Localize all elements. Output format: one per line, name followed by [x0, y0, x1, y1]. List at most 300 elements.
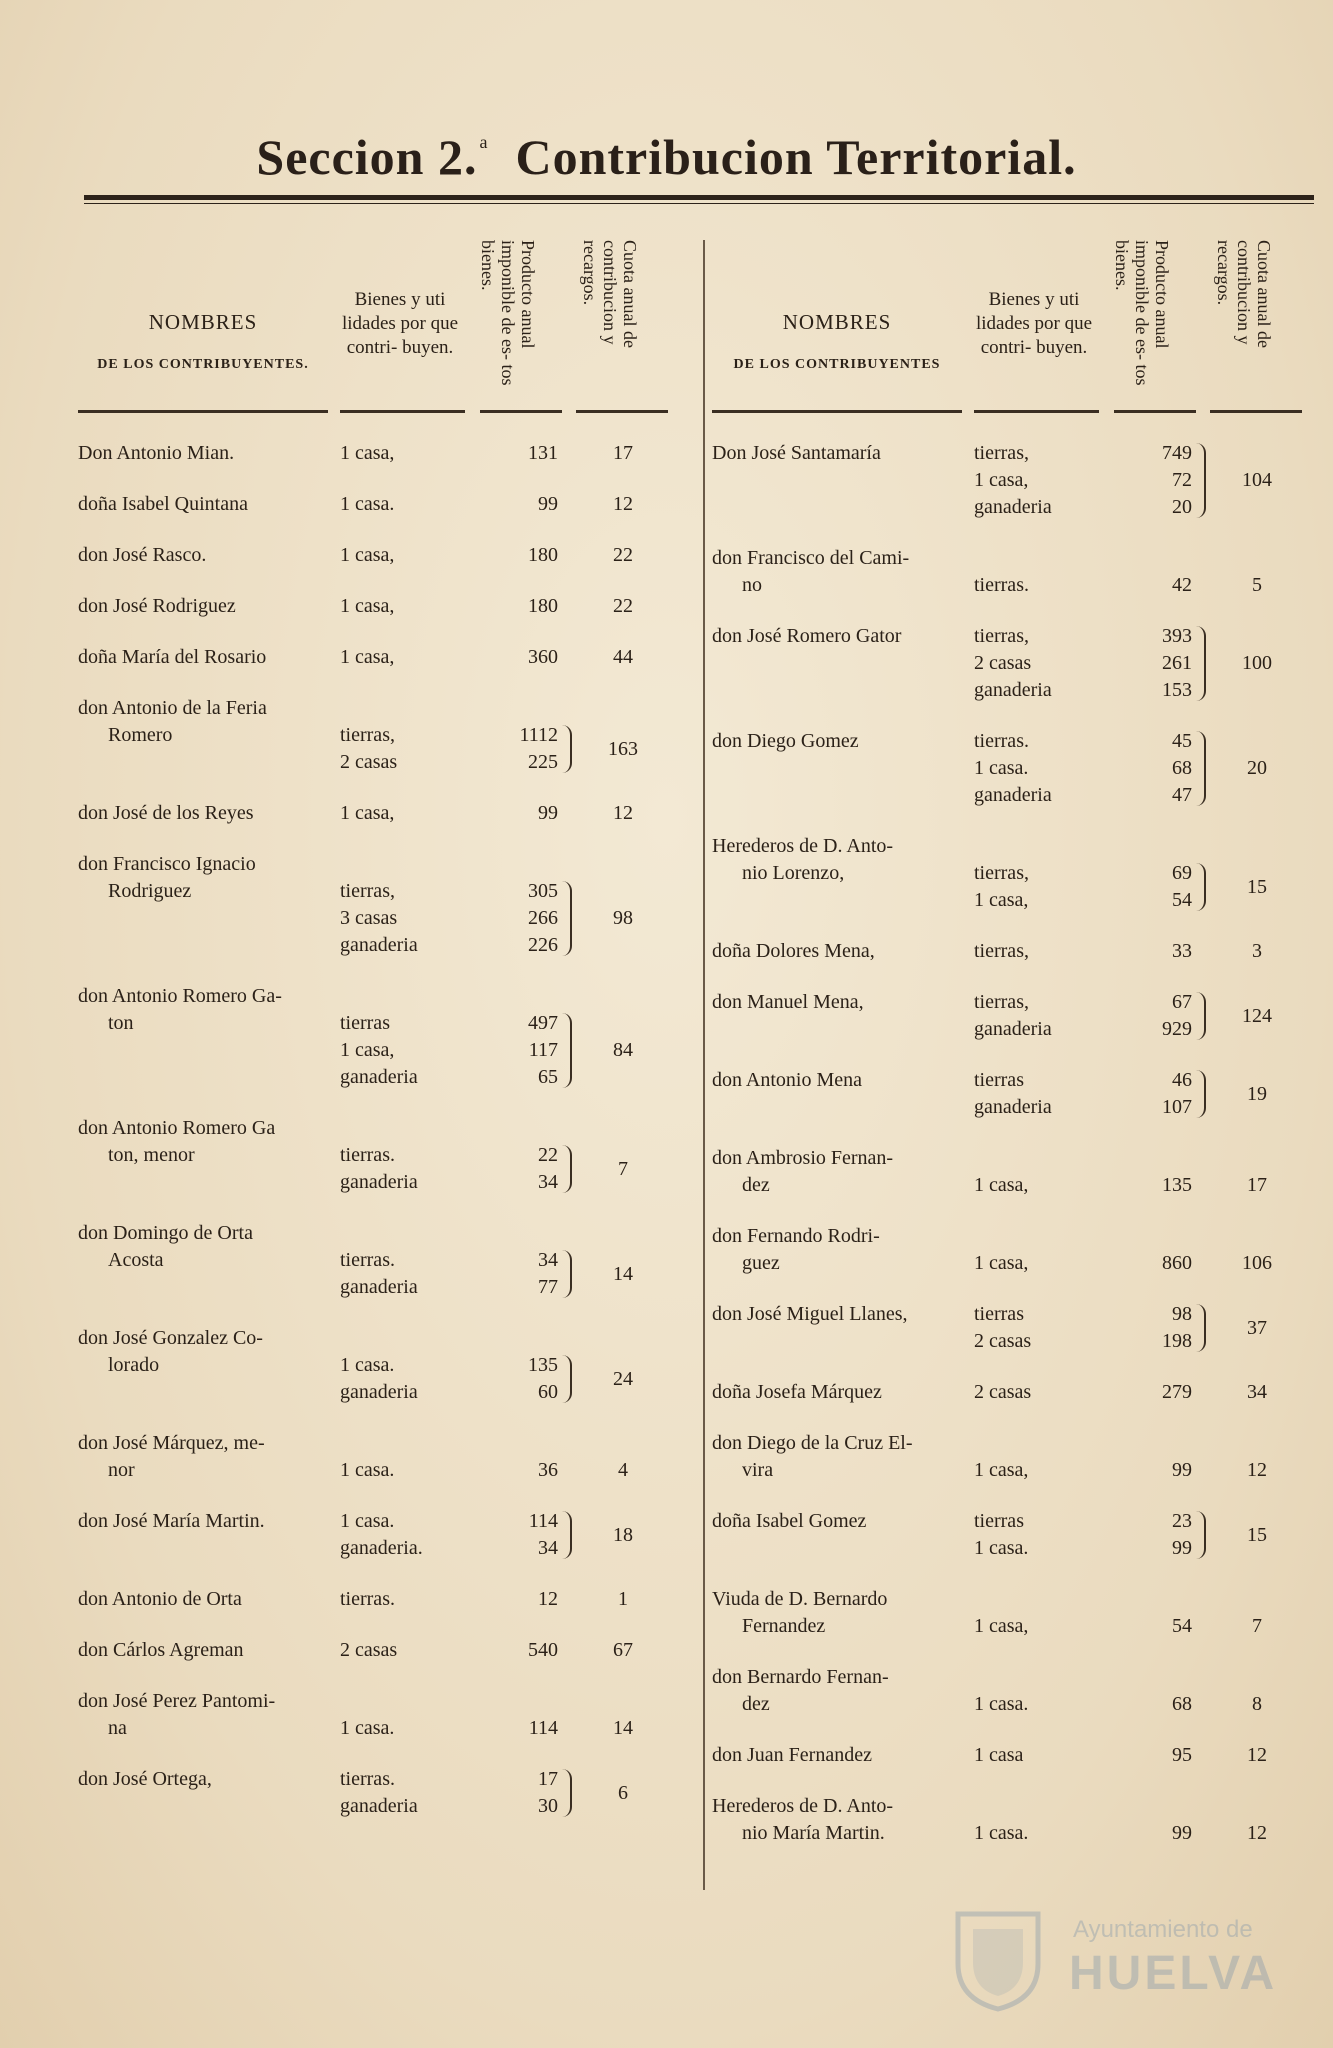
producto-value: 99 — [538, 493, 558, 515]
cuota-value: 14 — [613, 1717, 633, 1739]
name-line: don Antonio de la Feria — [78, 697, 267, 719]
producto-value: 72 — [1172, 469, 1192, 491]
bienes-list — [340, 1352, 475, 1406]
producto-values — [478, 1637, 558, 1664]
bienes-list — [340, 1715, 475, 1742]
cuota-value: 7 — [618, 1157, 628, 1180]
name-line: lorado — [108, 1354, 160, 1376]
bienes-list — [340, 644, 475, 671]
bien-item: tierras, — [974, 862, 1029, 884]
producto-value: 279 — [1162, 1381, 1192, 1403]
bien-item: 1 casa, — [340, 1039, 395, 1061]
producto-values — [478, 644, 558, 671]
contribuyente-name — [712, 938, 982, 965]
bien-item: tierras, — [340, 724, 395, 746]
bien-item: 1 casa. — [974, 757, 1029, 779]
bien-item: ganaderia — [340, 1381, 418, 1403]
contribuyente-name — [78, 1766, 348, 1793]
brace-icon — [562, 1013, 572, 1088]
watermark-line2: HUELVA — [1069, 1947, 1278, 2000]
bien-item: ganaderia — [340, 1066, 418, 1088]
bien-item: 1 casa. — [340, 1354, 395, 1376]
bien-item: ganaderia — [340, 934, 418, 956]
contribuyente-name — [78, 440, 348, 467]
producto-values — [1112, 1742, 1192, 1769]
left-column — [78, 230, 678, 1890]
contribuyente-name — [712, 1379, 982, 1406]
name-line: don José de los Reyes — [78, 802, 254, 824]
producto-value: 68 — [1172, 757, 1192, 779]
name-line: don Francisco Ignacio — [78, 853, 256, 875]
name-line: Don Antonio Mian. — [78, 442, 235, 464]
bien-item: 1 casa, — [974, 1252, 1029, 1274]
name-line: Herederos de D. Anto- — [712, 1795, 894, 1817]
name-line: don Ambrosio Fernan- — [712, 1147, 894, 1169]
bienes-list — [974, 623, 1109, 704]
producto-values — [478, 1766, 558, 1820]
name-line: Romero — [108, 724, 173, 746]
producto-value: 47 — [1172, 784, 1192, 806]
bien-item: 1 casa. — [974, 1822, 1029, 1844]
cuota-value: 19 — [1247, 1082, 1267, 1105]
cuota-value: 104 — [1242, 469, 1272, 491]
bien-item: tierras — [974, 1303, 1024, 1325]
name-line: don Diego de la Cruz El- — [712, 1432, 913, 1454]
cuota-value: 20 — [1247, 757, 1267, 779]
producto-values — [478, 593, 558, 620]
name-line: dez — [742, 1174, 770, 1196]
contribuyente-name — [78, 695, 348, 749]
name-line: guez — [742, 1252, 780, 1274]
producto-value: 540 — [528, 1639, 558, 1661]
producto-value: 77 — [538, 1276, 558, 1298]
name-line: Acosta — [108, 1249, 164, 1271]
producto-value: 33 — [1172, 940, 1192, 962]
producto-values — [1112, 1820, 1192, 1847]
name-line: don José Márquez, me- — [78, 1432, 265, 1454]
name-line: doña Isabel Gomez — [712, 1510, 867, 1532]
contribuyente-name — [712, 728, 982, 755]
bien-item: 2 casas — [974, 1381, 1032, 1403]
contribuyente-name — [712, 989, 982, 1016]
producto-value: 180 — [528, 595, 558, 617]
header-rule — [480, 410, 562, 413]
producto-value: 226 — [528, 934, 558, 956]
producto-values — [478, 1010, 558, 1091]
name-line: dez — [742, 1693, 770, 1715]
bien-item: 1 casa. — [340, 1510, 395, 1532]
cuota-value: 34 — [1247, 1381, 1267, 1403]
producto-value: 393 — [1162, 625, 1192, 647]
producto-values — [1112, 1067, 1192, 1121]
producto-values — [478, 1247, 558, 1301]
brace-icon — [1196, 443, 1206, 518]
bien-item: tierras — [340, 1012, 390, 1034]
bienes-list — [974, 1250, 1109, 1277]
bien-item: 1 casa. — [340, 493, 395, 515]
cuota-value: 98 — [613, 907, 633, 929]
header-nombres — [712, 310, 962, 373]
header-producto: Producto anual imponible de es- tos bienes. — [478, 240, 538, 386]
header-rule — [1210, 410, 1302, 413]
bien-item: tierras, — [974, 442, 1029, 464]
cuota-value: 1 — [618, 1588, 628, 1610]
contribuyente-name — [712, 545, 982, 599]
name-line: don Bernardo Fernan- — [712, 1666, 889, 1688]
bienes-list — [974, 1379, 1109, 1406]
producto-values — [1112, 440, 1192, 521]
producto-value: 23 — [1172, 1510, 1192, 1532]
contribuyente-name — [78, 1115, 348, 1169]
producto-value: 98 — [1172, 1303, 1192, 1325]
producto-value: 153 — [1162, 679, 1192, 701]
bien-item: 2 casas — [340, 1639, 398, 1661]
contribuyente-name — [712, 1430, 982, 1484]
name-line: doña Dolores Mena, — [712, 940, 875, 962]
cuota-value: 163 — [608, 737, 638, 760]
contribuyente-name — [712, 1067, 982, 1094]
contribuyente-name — [78, 1430, 348, 1484]
name-line: don José Perez Pantomi- — [78, 1690, 276, 1712]
producto-values — [1112, 1508, 1192, 1562]
cuota-value: 6 — [618, 1781, 628, 1804]
bien-item: ganaderia — [974, 1018, 1052, 1040]
header-nombres-title: NOMBRES — [148, 310, 258, 334]
bien-item: tierras, — [974, 991, 1029, 1013]
producto-value: 135 — [1162, 1174, 1192, 1196]
name-line: don Francisco del Cami- — [712, 547, 910, 569]
brace-icon — [562, 1769, 572, 1817]
contribuyente-name — [712, 623, 982, 650]
name-line: don José Romero Gator — [712, 625, 902, 647]
bienes-list — [340, 1247, 475, 1301]
bien-item: 1 casa, — [340, 646, 395, 668]
header-nombres-sub: DE LOS CONTRIBUYENTES — [733, 357, 941, 372]
bienes-list — [340, 491, 475, 518]
contribuyente-name — [78, 1220, 348, 1274]
title-main: Seccion 2. — [256, 129, 478, 185]
bien-item: 1 casa, — [340, 595, 395, 617]
producto-value: 12 — [538, 1588, 558, 1610]
brace-icon — [562, 1511, 572, 1559]
bienes-list — [974, 938, 1109, 965]
producto-value: 34 — [538, 1537, 558, 1559]
producto-values — [478, 1508, 558, 1562]
cuota-value: 106 — [1242, 1252, 1272, 1274]
name-line: don José Rodriguez — [78, 595, 236, 617]
brace-icon — [1196, 731, 1206, 806]
contribuyente-name — [78, 644, 348, 671]
bienes-list — [974, 572, 1109, 599]
bienes-list — [974, 1691, 1109, 1718]
bienes-list — [340, 1586, 475, 1613]
bien-item: tierras — [974, 1510, 1024, 1532]
producto-values — [478, 1457, 558, 1484]
bien-item: ganaderia. — [340, 1537, 423, 1559]
contribuyente-name — [712, 1223, 982, 1277]
bienes-list — [974, 860, 1109, 914]
producto-value: 34 — [538, 1249, 558, 1271]
bien-item: tierras. — [340, 1588, 395, 1610]
cuota-value: 3 — [1252, 940, 1262, 962]
cuota-value: 17 — [1247, 1174, 1267, 1196]
shield-icon — [943, 1904, 1053, 2014]
bienes-list — [340, 1637, 475, 1664]
producto-values — [478, 542, 558, 569]
producto-value: 266 — [528, 907, 558, 929]
name-line: don Antonio Mena — [712, 1069, 862, 1091]
producto-value: 180 — [528, 544, 558, 566]
bien-item: ganaderia — [974, 784, 1052, 806]
table-header-right — [712, 230, 1312, 415]
bienes-list — [340, 1508, 475, 1562]
cuota-value: 12 — [613, 802, 633, 824]
bien-item: tierras. — [340, 1144, 395, 1166]
producto-value: 45 — [1172, 730, 1192, 752]
bienes-list — [974, 1301, 1109, 1355]
brace-icon — [562, 1355, 572, 1403]
producto-values — [1112, 989, 1192, 1043]
contribuyente-name — [712, 1508, 982, 1535]
bienes-list — [340, 1010, 475, 1091]
contribuyente-name — [78, 983, 348, 1037]
producto-value: 114 — [528, 1717, 558, 1739]
cuota-value: 67 — [613, 1639, 633, 1661]
bien-item: 1 casa. — [340, 1717, 395, 1739]
producto-value: 30 — [538, 1795, 558, 1817]
cuota-value: 7 — [1252, 1615, 1262, 1637]
contribuyente-name — [712, 1301, 982, 1328]
bien-item: tierras. — [340, 1768, 395, 1790]
name-line: don Cárlos Agreman — [78, 1639, 244, 1661]
bien-item: tierras. — [340, 1249, 395, 1271]
producto-value: 117 — [528, 1039, 558, 1061]
producto-value: 68 — [1172, 1693, 1192, 1715]
bien-item: 1 casa, — [340, 442, 395, 464]
bienes-list — [974, 728, 1109, 809]
producto-values — [1112, 1172, 1192, 1199]
watermark — [923, 1904, 1278, 2014]
brace-icon — [1196, 1304, 1206, 1352]
producto-values — [1112, 860, 1192, 914]
producto-value: 99 — [1172, 1537, 1192, 1559]
producto-value: 42 — [1172, 574, 1192, 596]
contribuyente-name — [712, 1145, 982, 1199]
producto-values — [478, 800, 558, 827]
cuota-value: 4 — [618, 1459, 628, 1481]
contribuyente-name — [78, 1586, 348, 1613]
producto-values — [1112, 1301, 1192, 1355]
name-line: no — [742, 574, 762, 596]
producto-values — [478, 491, 558, 518]
name-line: ton — [108, 1012, 134, 1034]
name-line: Herederos de D. Anto- — [712, 835, 894, 857]
header-nombres-sub: DE LOS CONTRIBUYENTES. — [97, 357, 309, 372]
name-line: vira — [742, 1459, 774, 1481]
bien-item: tierras. — [974, 730, 1029, 752]
bienes-list — [340, 542, 475, 569]
bienes-list — [974, 1067, 1109, 1121]
producto-value: 60 — [538, 1381, 558, 1403]
name-line: don Domingo de Orta — [78, 1222, 253, 1244]
header-nombres — [78, 310, 328, 373]
producto-values — [478, 1715, 558, 1742]
producto-values — [478, 1142, 558, 1196]
header-nombres-title: NOMBRES — [782, 310, 892, 334]
cuota-value: 22 — [613, 544, 633, 566]
name-line: don Juan Fernandez — [712, 1744, 872, 1766]
bien-item: 1 casa, — [974, 1459, 1029, 1481]
title-rest: Contribucion Territorial. — [515, 129, 1077, 185]
header-rule — [576, 410, 668, 413]
name-line: don Diego Gomez — [712, 730, 859, 752]
producto-values — [478, 1586, 558, 1613]
producto-values — [1112, 623, 1192, 704]
producto-value: 95 — [1172, 1744, 1192, 1766]
cuota-value: 124 — [1242, 1004, 1272, 1027]
bienes-list — [974, 440, 1109, 521]
cuota-value: 5 — [1252, 574, 1262, 596]
contribuyente-name — [78, 1508, 348, 1535]
right-column — [712, 230, 1312, 1890]
brace-icon — [562, 1145, 572, 1193]
header-producto: Producto anual imponible de es- tos bienes. — [1112, 240, 1172, 386]
cuota-value: 18 — [613, 1523, 633, 1546]
contribuyente-name — [78, 1637, 348, 1664]
brace-icon — [1196, 863, 1206, 911]
producto-value: 54 — [1172, 889, 1192, 911]
bien-item: 1 casa — [974, 1744, 1024, 1766]
producto-value: 305 — [528, 880, 558, 902]
header-rule — [1114, 410, 1196, 413]
name-line: don Antonio de Orta — [78, 1588, 242, 1610]
bienes-list — [340, 722, 475, 776]
producto-value: 65 — [538, 1066, 558, 1088]
bien-item: ganaderia — [340, 1171, 418, 1193]
bienes-list — [340, 800, 475, 827]
column-divider — [703, 240, 705, 1890]
contribuyente-name — [712, 440, 982, 467]
brace-icon — [562, 725, 572, 773]
bien-item: 2 casas — [974, 1330, 1032, 1352]
name-line: nio Lorenzo, — [742, 862, 845, 884]
bien-item: tierras — [974, 1069, 1024, 1091]
brace-icon — [1196, 992, 1206, 1040]
producto-value: 131 — [528, 442, 558, 464]
name-line: Fernandez — [742, 1615, 826, 1637]
cuota-value: 37 — [1247, 1316, 1267, 1339]
producto-value: 360 — [528, 646, 558, 668]
bien-item: 1 casa. — [974, 1693, 1029, 1715]
name-line: don José Ortega, — [78, 1768, 212, 1790]
header-rule — [974, 410, 1099, 413]
header-bienes: Bienes y uti lidades por que contri- buyen. — [341, 289, 459, 358]
producto-values — [1112, 1457, 1192, 1484]
brace-icon — [1196, 1070, 1206, 1118]
cuota-value: 8 — [1252, 1693, 1262, 1715]
name-line: doña Josefa Márquez — [712, 1381, 882, 1403]
name-line: don José Miguel Llanes, — [712, 1303, 908, 1325]
cuota-value: 44 — [613, 646, 633, 668]
header-bienes: Bienes y uti lidades por que contri- buyen. — [975, 289, 1093, 358]
header-rule — [712, 410, 962, 413]
bien-item: tierras, — [974, 625, 1029, 647]
producto-values — [478, 1352, 558, 1406]
producto-values — [478, 440, 558, 467]
bienes-list — [340, 878, 475, 959]
producto-value: 198 — [1162, 1330, 1192, 1352]
producto-value: 107 — [1162, 1096, 1192, 1118]
bien-item: 1 casa. — [340, 1459, 395, 1481]
contribuyente-name — [712, 1793, 982, 1847]
header-rule — [340, 410, 465, 413]
bienes-list — [340, 1142, 475, 1196]
bien-item: 3 casas — [340, 907, 398, 929]
producto-value: 67 — [1172, 991, 1192, 1013]
producto-value: 34 — [538, 1171, 558, 1193]
producto-value: 99 — [1172, 1459, 1192, 1481]
title-rule — [84, 195, 1314, 200]
producto-value: 22 — [538, 1144, 558, 1166]
brace-icon — [1196, 626, 1206, 701]
cuota-value: 100 — [1242, 652, 1272, 674]
bien-item: ganaderia — [974, 679, 1052, 701]
producto-values — [1112, 1250, 1192, 1277]
bienes-list — [974, 989, 1109, 1043]
producto-values — [1112, 728, 1192, 809]
producto-value: 17 — [538, 1768, 558, 1790]
name-line: Don José Santamaría — [712, 442, 881, 464]
name-line: don José Rasco. — [78, 544, 207, 566]
producto-values — [478, 878, 558, 959]
name-line: don Antonio Romero Ga — [78, 1117, 276, 1139]
cuota-value: 17 — [613, 442, 633, 464]
contribuyente-name — [78, 542, 348, 569]
contribuyente-name — [712, 1586, 982, 1640]
cuota-value: 14 — [613, 1262, 633, 1285]
bien-item: 1 casa, — [974, 469, 1029, 491]
producto-value: 99 — [1172, 1822, 1192, 1844]
contribuyente-name — [78, 800, 348, 827]
producto-value: 225 — [528, 751, 558, 773]
cuota-value: 22 — [613, 595, 633, 617]
contribuyente-name — [78, 491, 348, 518]
producto-values — [1112, 1691, 1192, 1718]
bien-item: tierras, — [974, 940, 1029, 962]
producto-value: 1112 — [519, 724, 558, 746]
bienes-list — [974, 1820, 1109, 1847]
cuota-value: 12 — [1247, 1744, 1267, 1766]
header-cuota: Cuota anual de contribucion y recargos. — [580, 240, 640, 348]
bienes-list — [340, 593, 475, 620]
name-line: don Antonio Romero Ga- — [78, 985, 282, 1007]
producto-value: 135 — [528, 1354, 558, 1376]
title-rule-thin — [84, 203, 1314, 204]
cuota-value: 24 — [613, 1367, 633, 1390]
contribuyente-name — [712, 1664, 982, 1718]
title-sup: a — [479, 132, 489, 152]
bienes-list — [340, 1457, 475, 1484]
producto-values — [1112, 1613, 1192, 1640]
bien-item: tierras, — [340, 880, 395, 902]
name-line: don Manuel Mena, — [712, 991, 864, 1013]
name-line: don José Gonzalez Co- — [78, 1327, 263, 1349]
producto-value: 20 — [1172, 496, 1192, 518]
header-cuota: Cuota anual de contribucion y recargos. — [1214, 240, 1274, 348]
producto-values — [1112, 1379, 1192, 1406]
bien-item: ganaderia — [340, 1795, 418, 1817]
producto-value: 69 — [1172, 862, 1192, 884]
